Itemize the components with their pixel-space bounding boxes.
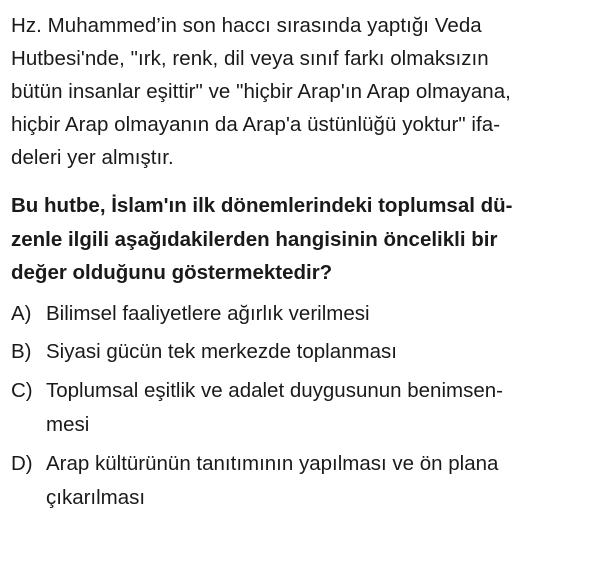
option-text-line: mesi (46, 413, 90, 436)
option-text-line: çıkarılması (46, 486, 146, 509)
option-text (46, 374, 609, 443)
answer-options (11, 297, 609, 516)
option-text-line: Bilimsel faaliyetlere ağırlık verilmesi (46, 301, 370, 325)
option-text (46, 447, 609, 516)
stem-line: bütün insanlar eşittir" ve "hiçbir Arap'ın Arap olmayana, (11, 80, 511, 103)
option-text (46, 335, 609, 370)
option-d[interactable] (11, 447, 609, 516)
stem-line: Hz. Muhammed’in son haccı sırasında yaptığı Veda (11, 14, 482, 37)
option-a[interactable] (11, 297, 609, 332)
prompt-line: zenle ilgili aşağıdakilerden hangisinin öncelikli bir (11, 227, 498, 251)
option-letter: C) (11, 378, 33, 402)
stem-line: deleri yer almıştır. (11, 146, 174, 169)
option-c[interactable] (11, 374, 609, 443)
question-page (11, 9, 609, 516)
option-b[interactable] (11, 335, 609, 370)
prompt-line: değer olduğunu göstermektedir? (11, 261, 333, 284)
option-letter: D) (11, 451, 33, 475)
option-letter: A) (11, 301, 32, 325)
stem-line: Hutbesi'nde, "ırk, renk, dil veya sınıf farkı olmaksızın (11, 47, 489, 70)
option-text-line: Arap kültürünün tanıtımının yapılması ve ön plana (46, 451, 499, 475)
question-stem (11, 9, 609, 174)
option-text-line: Siyasi gücün tek merkezde toplanması (46, 340, 397, 363)
option-letter: B) (11, 340, 32, 363)
prompt-line: Bu hutbe, İslam'ın ilk dönemlerindeki toplumsal dü- (11, 194, 513, 217)
stem-line: hiçbir Arap olmayanın da Arap'a üstünlüğü yoktur" ifa- (11, 113, 501, 136)
option-text (46, 297, 609, 332)
option-text-line: Toplumsal eşitlik ve adalet duygusunun benimsen- (46, 378, 503, 402)
question-prompt (11, 189, 609, 290)
